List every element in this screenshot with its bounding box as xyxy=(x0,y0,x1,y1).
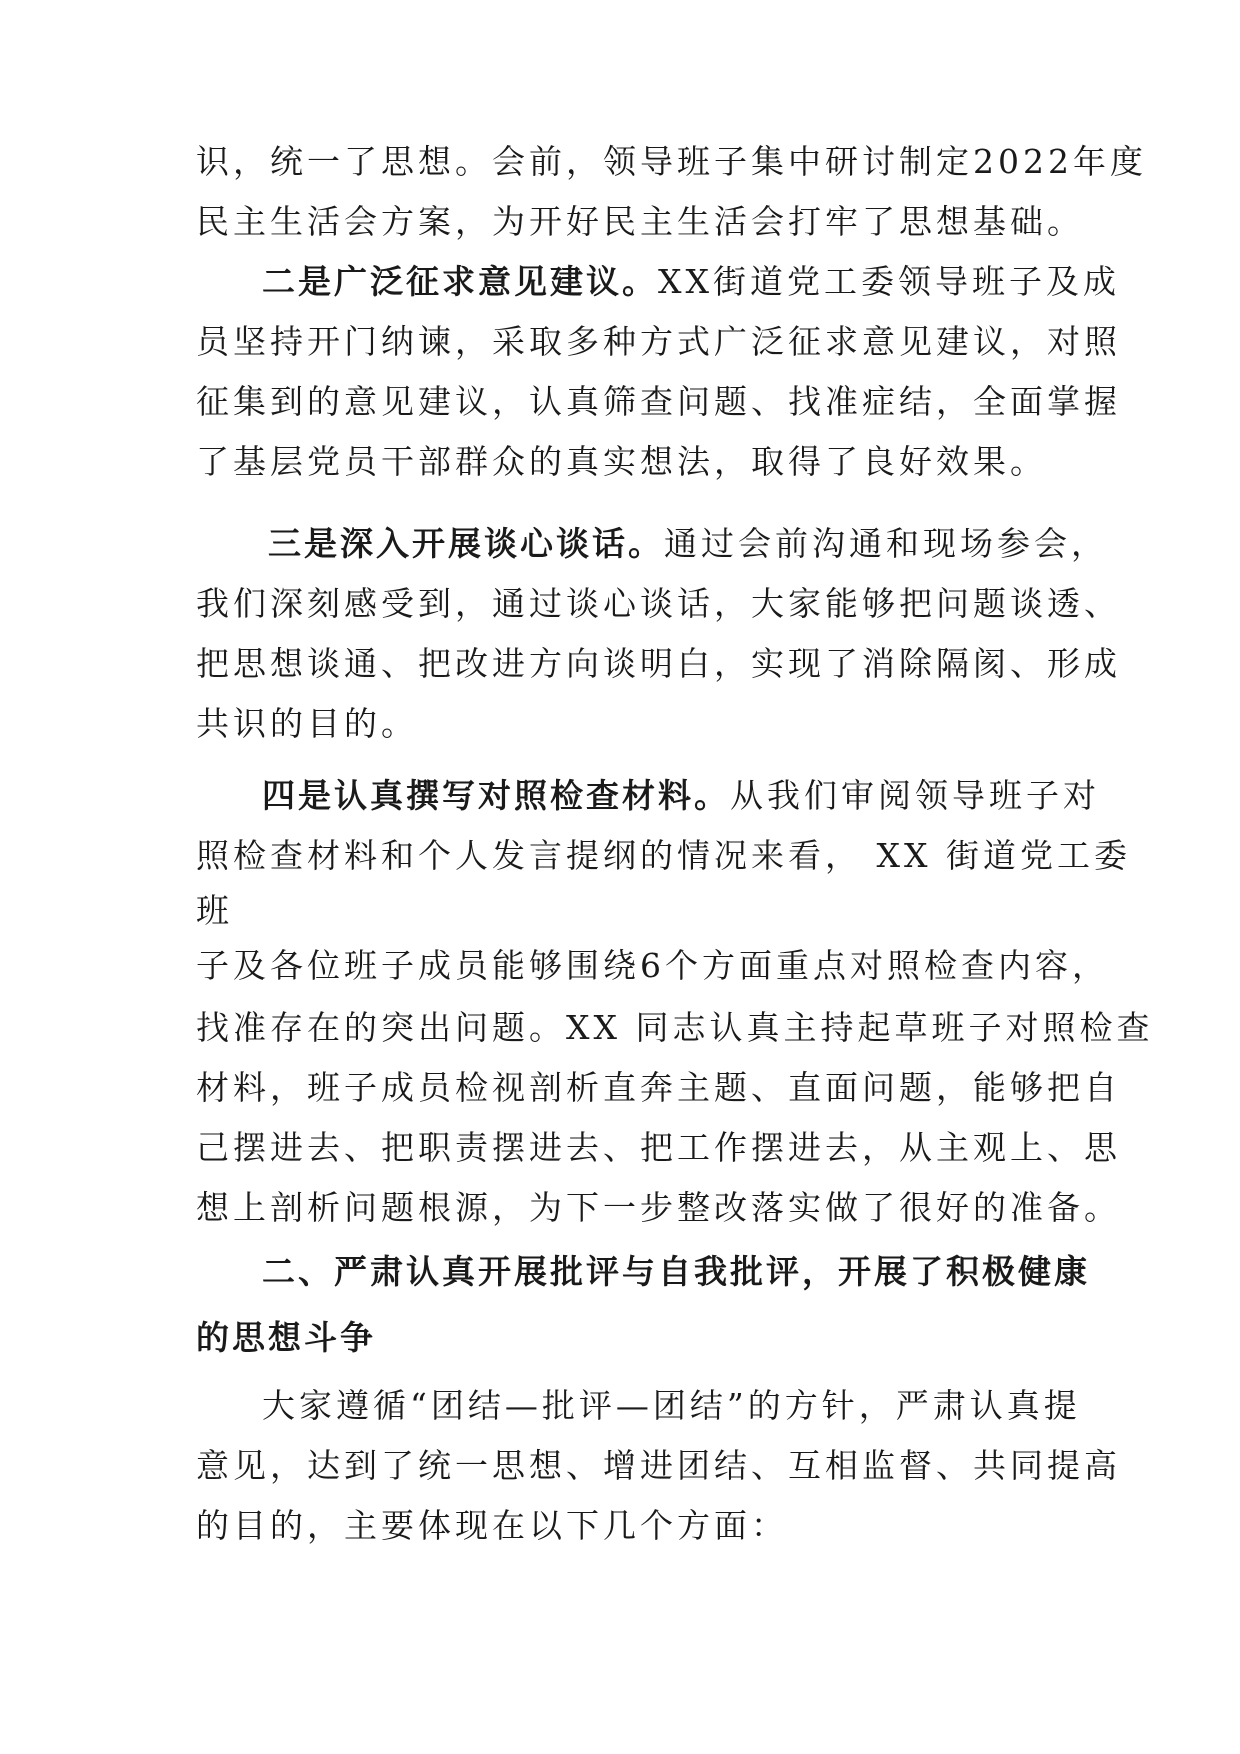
body-text-line: 班 xyxy=(196,891,233,930)
body-text: 通过会前沟通和现场参会， xyxy=(664,524,1108,563)
body-text-line: 我们深刻感受到，通过谈心谈话，大家能够把问题谈透、 xyxy=(196,584,1121,623)
body-text-line: 了基层党员干部群众的真实想法，取得了良好效果。 xyxy=(196,442,1047,481)
body-text-line: 民主生活会方案，为开好民主生活会打牢了思想基础。 xyxy=(196,202,1084,241)
body-text-line: 征集到的意见建议，认真筛查问题、找准症结，全面掌握 xyxy=(196,382,1121,421)
body-text-line: 的目的，主要体现在以下几个方面： xyxy=(196,1506,788,1545)
body-text: XX街道党工委领导班子及成 xyxy=(658,262,1120,301)
paragraph-lead-bold: 四是认真撰写对照检查材料。 xyxy=(262,776,730,815)
body-text-line: 意见，达到了统一思想、增进团结、互相监督、共同提高 xyxy=(196,1446,1121,1485)
body-text-line: 照检查材料和个人发言提纲的情况来看， XX 街道党工委 xyxy=(196,836,1131,875)
section-heading-line: 二、严肃认真开展批评与自我批评，开展了积极健康 xyxy=(262,1252,1090,1291)
body-text-line: 大家遵循“团结—批评—团结”的方针，严肃认真提 xyxy=(262,1386,1081,1425)
section-heading-line: 的思想斗争 xyxy=(196,1318,376,1357)
body-text-line: 己摆进去、把职责摆进去、把工作摆进去，从主观上、思 xyxy=(196,1128,1121,1167)
paragraph-lead-bold: 二是广泛征求意见建议。 xyxy=(262,262,658,301)
body-text-line: 员坚持开门纳谏，采取多种方式广泛征求意见建议，对照 xyxy=(196,322,1121,361)
body-text-line: 想上剖析问题根源，为下一步整改落实做了很好的准备。 xyxy=(196,1188,1121,1227)
paragraph-first-line xyxy=(262,776,1122,816)
body-text: 从我们审阅领导班子对 xyxy=(730,776,1100,815)
paragraph-lead-bold: 三是深入开展谈心谈话。 xyxy=(268,524,664,563)
body-text-line: 找准存在的突出问题。XX 同志认真主持起草班子对照检查 xyxy=(196,1008,1154,1047)
body-text-line: 共识的目的。 xyxy=(196,704,418,743)
body-text-line: 把思想谈通、把改进方向谈明白，实现了消除隔阂、形成 xyxy=(196,644,1121,683)
body-text-line: 识，统一了思想。会前，领导班子集中研讨制定2022年度 xyxy=(196,142,1147,181)
paragraph-first-line xyxy=(262,262,1122,302)
body-text-line: 子及各位班子成员能够围绕6个方面重点对照检查内容， xyxy=(196,946,1109,985)
paragraph-first-line xyxy=(268,524,1128,564)
body-text-line: 材料，班子成员检视剖析直奔主题、直面问题，能够把自 xyxy=(196,1068,1121,1107)
